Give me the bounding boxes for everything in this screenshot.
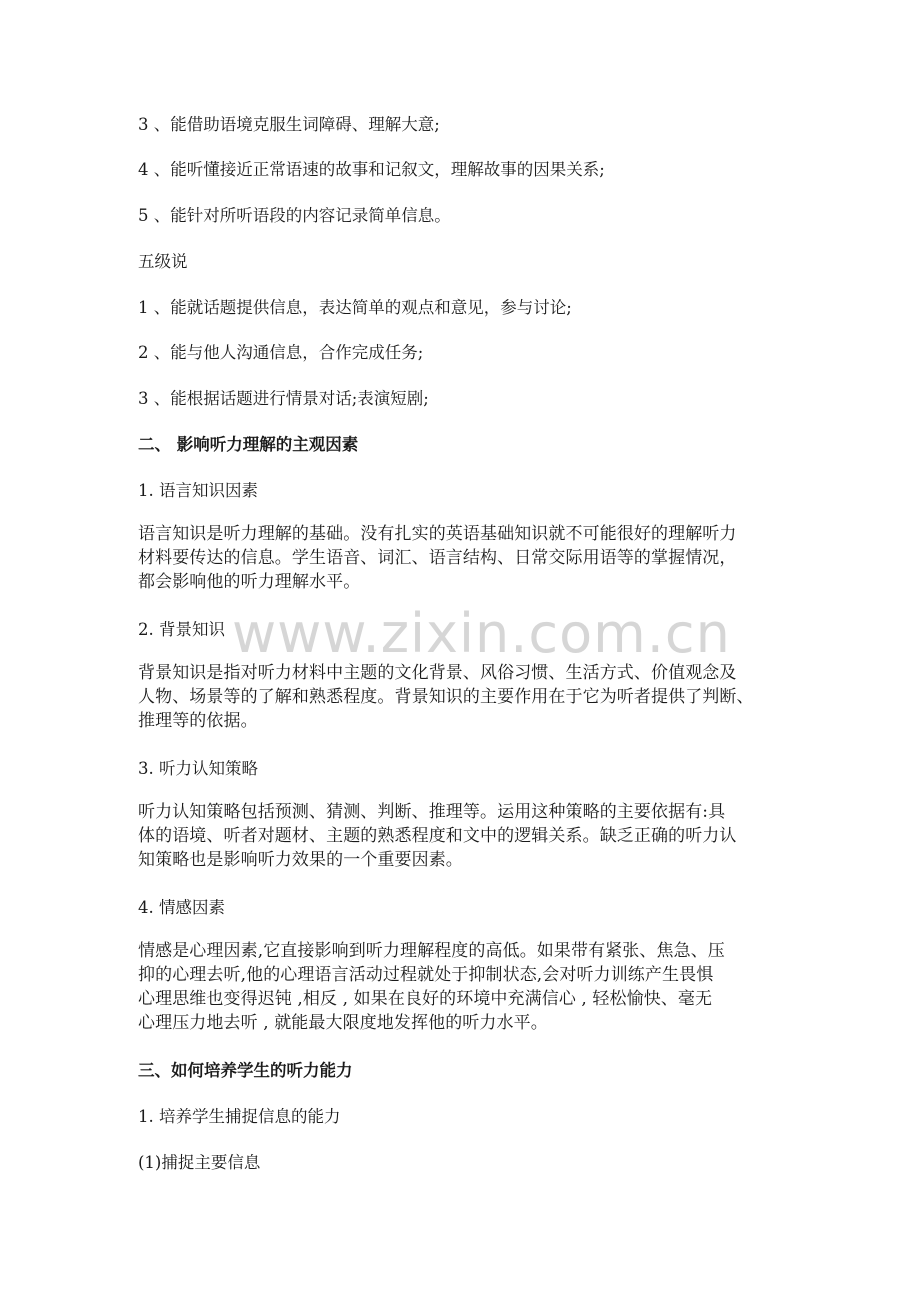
- watermark: www.zixin.com.cn: [232, 602, 731, 665]
- subheading: 4. 情感因素: [138, 898, 225, 917]
- paragraph-line: 语言知识是听力理解的基础。没有扎实的英语基础知识就不可能很好的理解听力: [138, 524, 737, 544]
- subheading: 3. 听力认知策略: [138, 759, 258, 778]
- text-line: 4 、能听懂接近正常语速的故事和记叙文，理解故事的因果关系;: [138, 160, 605, 179]
- paragraph-line: 材料要传达的信息。学生语音、词汇、语言结构、日常交际用语等的掌握情况，: [138, 548, 737, 568]
- paragraph-line: 推理等的依据。: [138, 711, 258, 731]
- section-heading: 三、如何培养学生的听力能力: [138, 1061, 353, 1080]
- section-heading: 二、 影响听力理解的主观因素: [138, 435, 359, 454]
- subheading: 1. 语言知识因素: [138, 481, 258, 500]
- paragraph-line: 心理思维也变得迟钝 ,相反 , 如果在良好的环境中充满信心 , 轻松愉快、毫无: [138, 989, 713, 1009]
- paragraph: [138, 661, 793, 733]
- text-line: 5 、能针对所听语段的内容记录简单信息。: [138, 206, 451, 225]
- text-line: 1 、能就话题提供信息，表达简单的观点和意见，参与讨论;: [138, 298, 572, 317]
- paragraph-line: 都会影响他的听力理解水平。: [138, 572, 361, 592]
- paragraph-line: 听力认知策略包括预测、猜测、判断、推理等。运用这种策略的主要依据有:具: [138, 802, 726, 822]
- text-line: 2 、能与他人沟通信息，合作完成任务;: [138, 343, 424, 362]
- text-line: 3 、能借助语境克服生词障碍、理解大意;: [138, 115, 440, 134]
- paragraph: [138, 939, 793, 1035]
- paragraph-line: 知策略也是影响听力效果的一个重要因素。: [138, 850, 463, 870]
- subheading: (1)捕捉主要信息: [138, 1153, 261, 1172]
- subheading: 2. 背景知识: [138, 620, 225, 639]
- paragraph-line: 体的语境、听者对题材、主题的熟悉程度和文中的逻辑关系。缺乏正确的听力认: [138, 826, 737, 846]
- paragraph-line: 心理压力地去听 , 就能最大限度地发挥他的听力水平。: [138, 1013, 548, 1033]
- paragraph: [138, 800, 793, 872]
- text-line: 五级说: [138, 252, 188, 271]
- paragraph-line: 背景知识是指对听力材料中主题的文化背景、风俗习惯、生活方式、价值观念及: [138, 663, 737, 683]
- text-line: 3 、能根据话题进行情景对话;表演短剧;: [138, 389, 429, 408]
- paragraph-line: 情感是心理因素,它直接影响到听力理解程度的高低。如果带有紧张、焦急、压: [138, 941, 725, 961]
- subheading: 1. 培养学生捕捉信息的能力: [138, 1107, 341, 1126]
- paragraph-line: 人物、场景等的了解和熟悉程度。背景知识的主要作用在于它为听者提供了判断、: [138, 687, 754, 707]
- paragraph: [138, 522, 793, 594]
- paragraph-line: 抑的心理去听,他的心理语言活动过程就处于抑制状态,会对听力训练产生畏惧: [138, 965, 714, 985]
